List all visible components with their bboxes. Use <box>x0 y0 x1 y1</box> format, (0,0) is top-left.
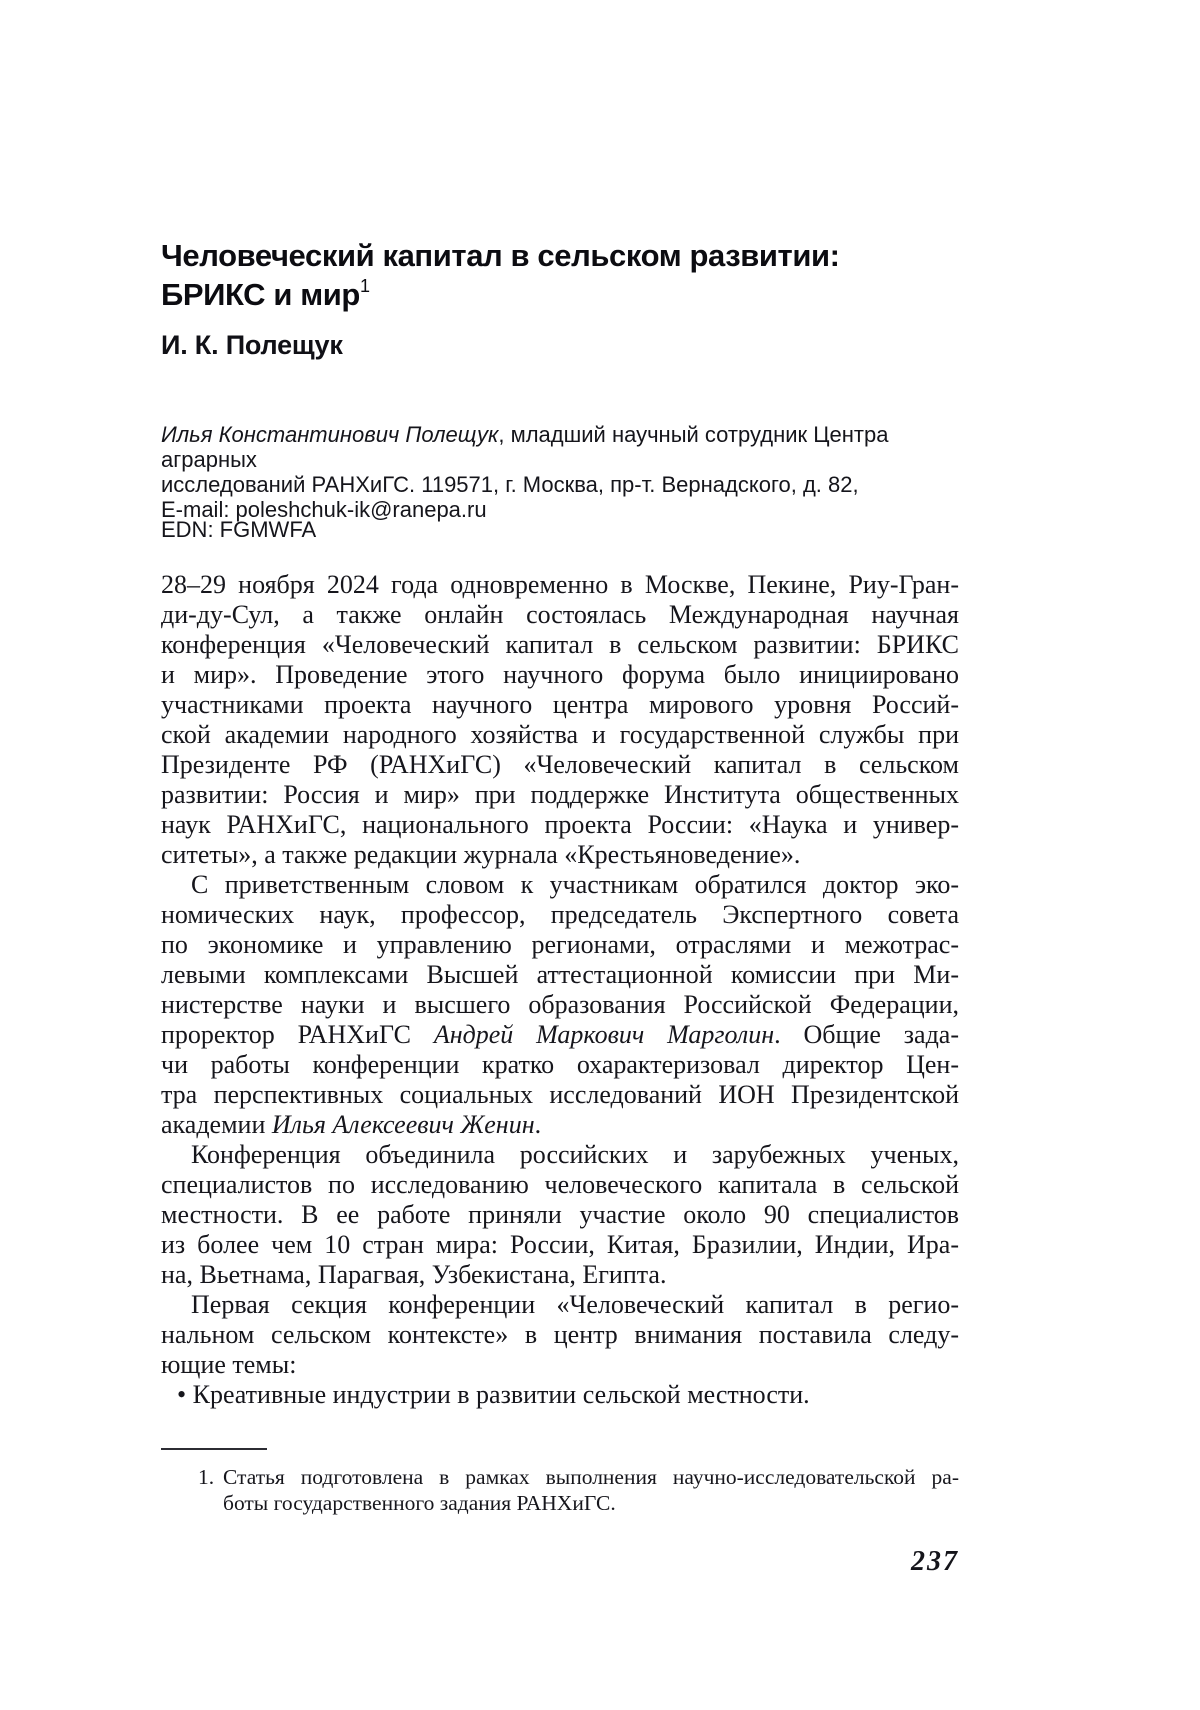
author-name: И. К. Полещук <box>161 330 343 360</box>
text-line: из более чем 10 стран мира: России, Китая, Бразилии, Индии, Ира- <box>161 1230 959 1259</box>
text-line: С приветственным словом к участникам обратился доктор эко- <box>191 870 959 899</box>
edn-code: EDN: FGMWFA <box>161 517 317 542</box>
text-line: по экономике и управлению регионами, отраслями и межотрас- <box>161 930 959 959</box>
footnote-divider <box>161 1448 267 1450</box>
article-title <box>161 236 959 314</box>
text-line: 28–29 ноября 2024 года одновременно в Москве, Пекине, Риу-Гран- <box>161 570 959 599</box>
text-line: на, Вьетнама, Парагвая, Узбекистана, Египта. <box>161 1260 667 1289</box>
text-line: и мир». Проведение этого научного форума было инициировано <box>161 660 959 689</box>
text-line: исследований РАНХиГС. 119571, г. Москва, пр-т. Вернадского, д. 82, <box>161 472 859 497</box>
text-line: проректор РАНХиГС Андрей Маркович Марголин. Общие зада- <box>161 1020 959 1049</box>
text-line: • Креативные индустрии в развитии сельской местности. <box>177 1380 810 1409</box>
text-line: участниками проекта научного центра мирового уровня Россий- <box>161 690 959 719</box>
text-line: Человеческий капитал в сельском развитии: <box>161 238 840 273</box>
text-line: академии Илья Алексеевич Женин. <box>161 1110 542 1139</box>
text-line: наук РАНХиГС, национального проекта России: «Наука и универ- <box>161 810 959 839</box>
text-line: нистерстве науки и высшего образования Российской Федерации, <box>161 990 959 1019</box>
footnote <box>161 1464 959 1516</box>
text-line: ющие темы: <box>161 1350 297 1379</box>
author-affiliation <box>161 422 959 522</box>
text-line: тра перспективных социальных исследований ИОН Президентской <box>161 1080 959 1109</box>
text-line: специалистов по исследованию человеческого капитала в сельской <box>161 1170 959 1199</box>
page-number: 237 <box>911 1546 959 1577</box>
text-line: ской академии народного хозяйства и государственной службы при <box>161 720 959 749</box>
text-line: местности. В ее работе приняли участие около 90 специалистов <box>161 1200 959 1229</box>
article-body <box>161 570 959 1410</box>
text-line: Первая секция конференции «Человеческий капитал в регио- <box>191 1290 959 1319</box>
text-line: Президенте РФ (РАНХиГС) «Человеческий капитал в сельском <box>161 750 959 779</box>
text-line: ди-ду-Сул, а также онлайн состоялась Международная научная <box>161 600 959 629</box>
text-line: номических наук, профессор, председатель Экспертного совета <box>161 900 959 929</box>
text-line: конференция «Человеческий капитал в сельском развитии: БРИКС <box>161 630 959 659</box>
text-line: левыми комплексами Высшей аттестационной комиссии при Ми- <box>161 960 959 989</box>
text-line: E-mail: poleshchuk-ik@ranepa.ru <box>161 497 487 522</box>
text-line: нальном сельском контексте» в центр внимания поставила следу- <box>161 1320 959 1349</box>
text-line: развитии: Россия и мир» при поддержке Института общественных <box>161 780 959 809</box>
text-line: ситеты», а также редакции журнала «Крестьяноведение». <box>161 840 801 869</box>
footnote-marker: 1. <box>198 1465 215 1489</box>
text-line: Илья Константинович Полещук, младший научный сотрудник Центра аграрных <box>161 422 889 472</box>
text-line: Статья подготовлена в рамках выполнения научно-исследовательской ра- <box>223 1465 959 1489</box>
text-line: боты государственного задания РАНХиГС. <box>223 1491 616 1515</box>
text-line: Конференция объединила российских и зарубежных ученых, <box>191 1140 959 1169</box>
text-line: чи работы конференции кратко охарактеризовал директор Цен- <box>161 1050 959 1079</box>
text-line: БРИКС и мир$^1$ <box>161 275 370 312</box>
